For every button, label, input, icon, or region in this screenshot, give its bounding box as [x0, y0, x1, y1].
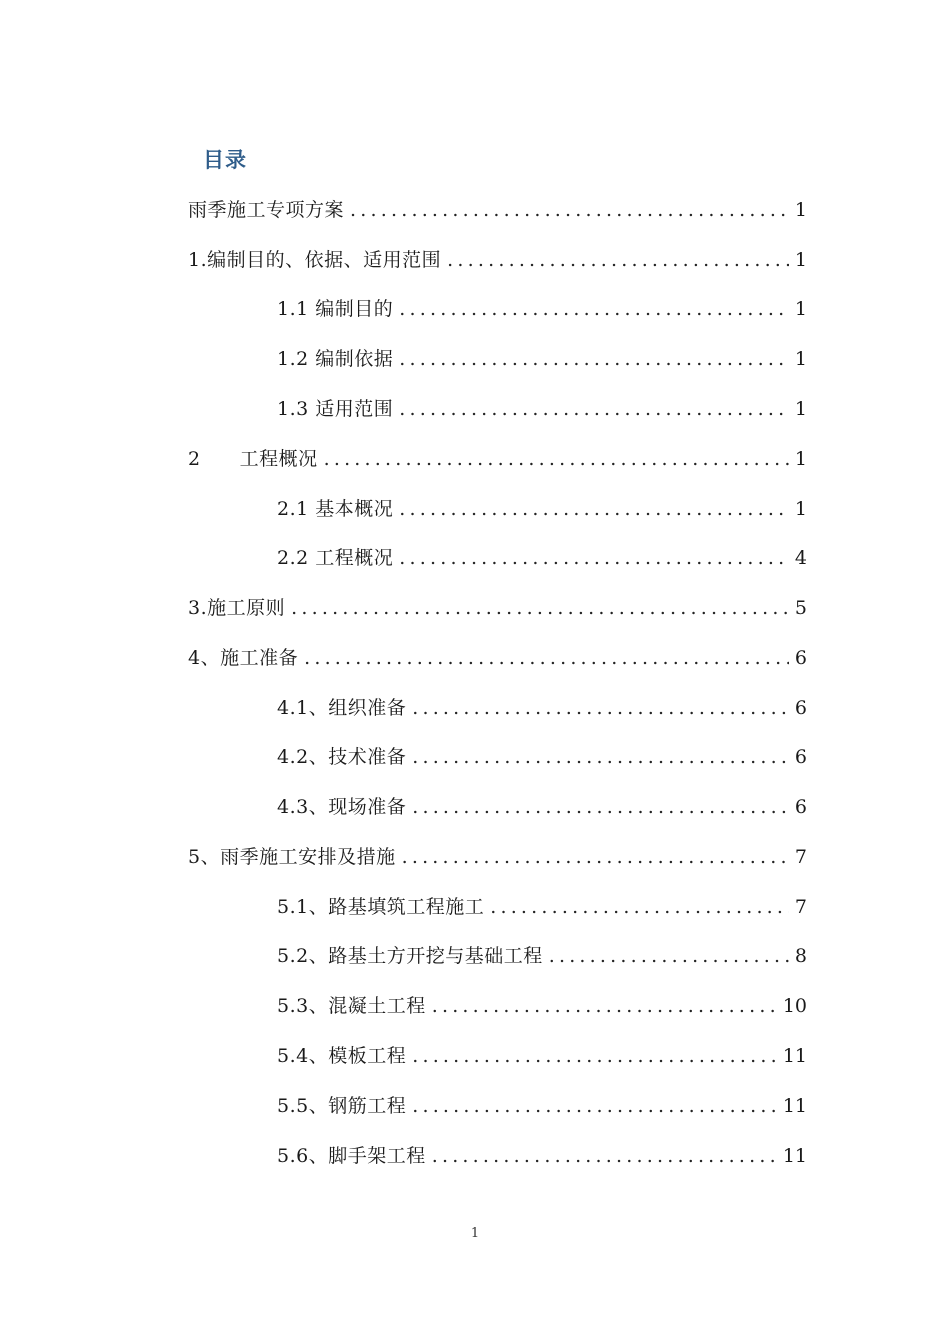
toc-entry-label: 1.2 编制依据: [277, 348, 394, 370]
toc-dot-leader: [324, 444, 789, 474]
toc-entry-page: 1: [794, 348, 807, 370]
toc-entry[interactable]: [277, 394, 807, 424]
toc-dot-leader: [291, 593, 789, 623]
toc-entry[interactable]: [277, 1091, 807, 1121]
toc-entry-page: 7: [794, 846, 807, 868]
toc-entry[interactable]: [277, 892, 807, 922]
toc-entry-label: 3.施工原则: [188, 597, 286, 619]
toc-dot-leader: [412, 1041, 777, 1071]
toc-entry[interactable]: [277, 1041, 807, 1071]
toc-entry-page: 11: [782, 1095, 807, 1117]
toc-entry[interactable]: [188, 842, 807, 872]
toc-entry-label: 4、施工准备: [188, 647, 299, 669]
toc-entry[interactable]: [277, 494, 807, 524]
toc-entry-label: 5.2、路基土方开挖与基础工程: [277, 945, 543, 967]
toc-entry[interactable]: [188, 195, 807, 225]
page-number: 1: [470, 1226, 480, 1241]
toc-entry[interactable]: [277, 792, 807, 822]
toc-dot-leader: [399, 494, 789, 524]
toc-entry[interactable]: [277, 543, 807, 573]
toc-entry-page: 1: [794, 298, 807, 320]
toc-entry[interactable]: [277, 344, 807, 374]
toc-dot-leader: [304, 643, 789, 673]
toc-entry-label: 1.编制目的、依据、适用范围: [188, 249, 442, 271]
toc-dot-leader: [412, 693, 789, 723]
toc-entry-label: 5、雨季施工安排及措施: [188, 846, 396, 868]
toc-entry-page: 6: [794, 647, 807, 669]
toc-entry-label: 雨季施工专项方案: [188, 199, 345, 221]
toc-entry-label: 5.5、钢筋工程: [277, 1095, 407, 1117]
toc-entry-page: 8: [794, 945, 807, 967]
toc-dot-leader: [399, 394, 789, 424]
toc-entry-page: 1: [794, 448, 807, 470]
toc-entry[interactable]: [188, 643, 807, 673]
toc-entry-label: 5.1、路基填筑工程施工: [277, 896, 485, 918]
toc-dot-leader: [432, 991, 777, 1021]
toc-entry[interactable]: [277, 991, 807, 1021]
toc-entry-label: 4.3、现场准备: [277, 796, 407, 818]
toc-entry-label: 5.6、脚手架工程: [277, 1145, 426, 1167]
toc-entry-label: 4.1、组织准备: [277, 697, 407, 719]
toc-entry-label: 5.3、混凝土工程: [277, 995, 426, 1017]
toc-entry[interactable]: [277, 693, 807, 723]
toc-dot-leader: [399, 294, 789, 324]
toc-dot-leader: [432, 1141, 777, 1171]
toc-entry[interactable]: [277, 294, 807, 324]
toc-entry-page: 11: [782, 1045, 807, 1067]
toc-dot-leader: [412, 792, 789, 822]
toc-entry[interactable]: [277, 1141, 807, 1171]
toc-dot-leader: [412, 1091, 777, 1121]
toc-entry-page: 6: [794, 746, 807, 768]
toc-entry-page: 7: [794, 896, 807, 918]
toc-title: 目录: [203, 148, 247, 172]
toc-dot-leader: [399, 344, 789, 374]
toc-dot-leader: [490, 892, 789, 922]
toc-entry-label: 1.1 编制目的: [277, 298, 394, 320]
toc-entry-page: 5: [794, 597, 807, 619]
toc-dot-leader: [447, 245, 789, 275]
toc-entry-page: 11: [782, 1145, 807, 1167]
toc-entry-page: 1: [794, 398, 807, 420]
toc-entry-page: 4: [794, 547, 807, 569]
toc-dot-leader: [402, 842, 789, 872]
toc-entry-page: 10: [782, 995, 807, 1017]
toc-entry-page: 1: [794, 249, 807, 271]
toc-dot-leader: [549, 941, 789, 971]
toc-entry-label: 2.1 基本概况: [277, 498, 394, 520]
toc-entry[interactable]: [277, 742, 807, 772]
toc-entry-label: 2.2 工程概况: [277, 547, 394, 569]
toc-entry-label: 5.4、模板工程: [277, 1045, 407, 1067]
toc-entry-page: 1: [794, 498, 807, 520]
toc-entry[interactable]: [277, 941, 807, 971]
toc-entry-label: 4.2、技术准备: [277, 746, 407, 768]
toc-entry-page: 6: [794, 796, 807, 818]
toc-entry-label: 1.3 适用范围: [277, 398, 394, 420]
toc-entry[interactable]: [188, 593, 807, 623]
toc-entry-label: 2 工程概况: [188, 448, 318, 470]
toc-entry[interactable]: [188, 444, 807, 474]
toc-entry[interactable]: [188, 245, 807, 275]
toc-entry-page: 1: [794, 199, 807, 221]
toc-entry-page: 6: [794, 697, 807, 719]
toc-dot-leader: [350, 195, 789, 225]
toc-dot-leader: [412, 742, 789, 772]
toc-dot-leader: [399, 543, 789, 573]
